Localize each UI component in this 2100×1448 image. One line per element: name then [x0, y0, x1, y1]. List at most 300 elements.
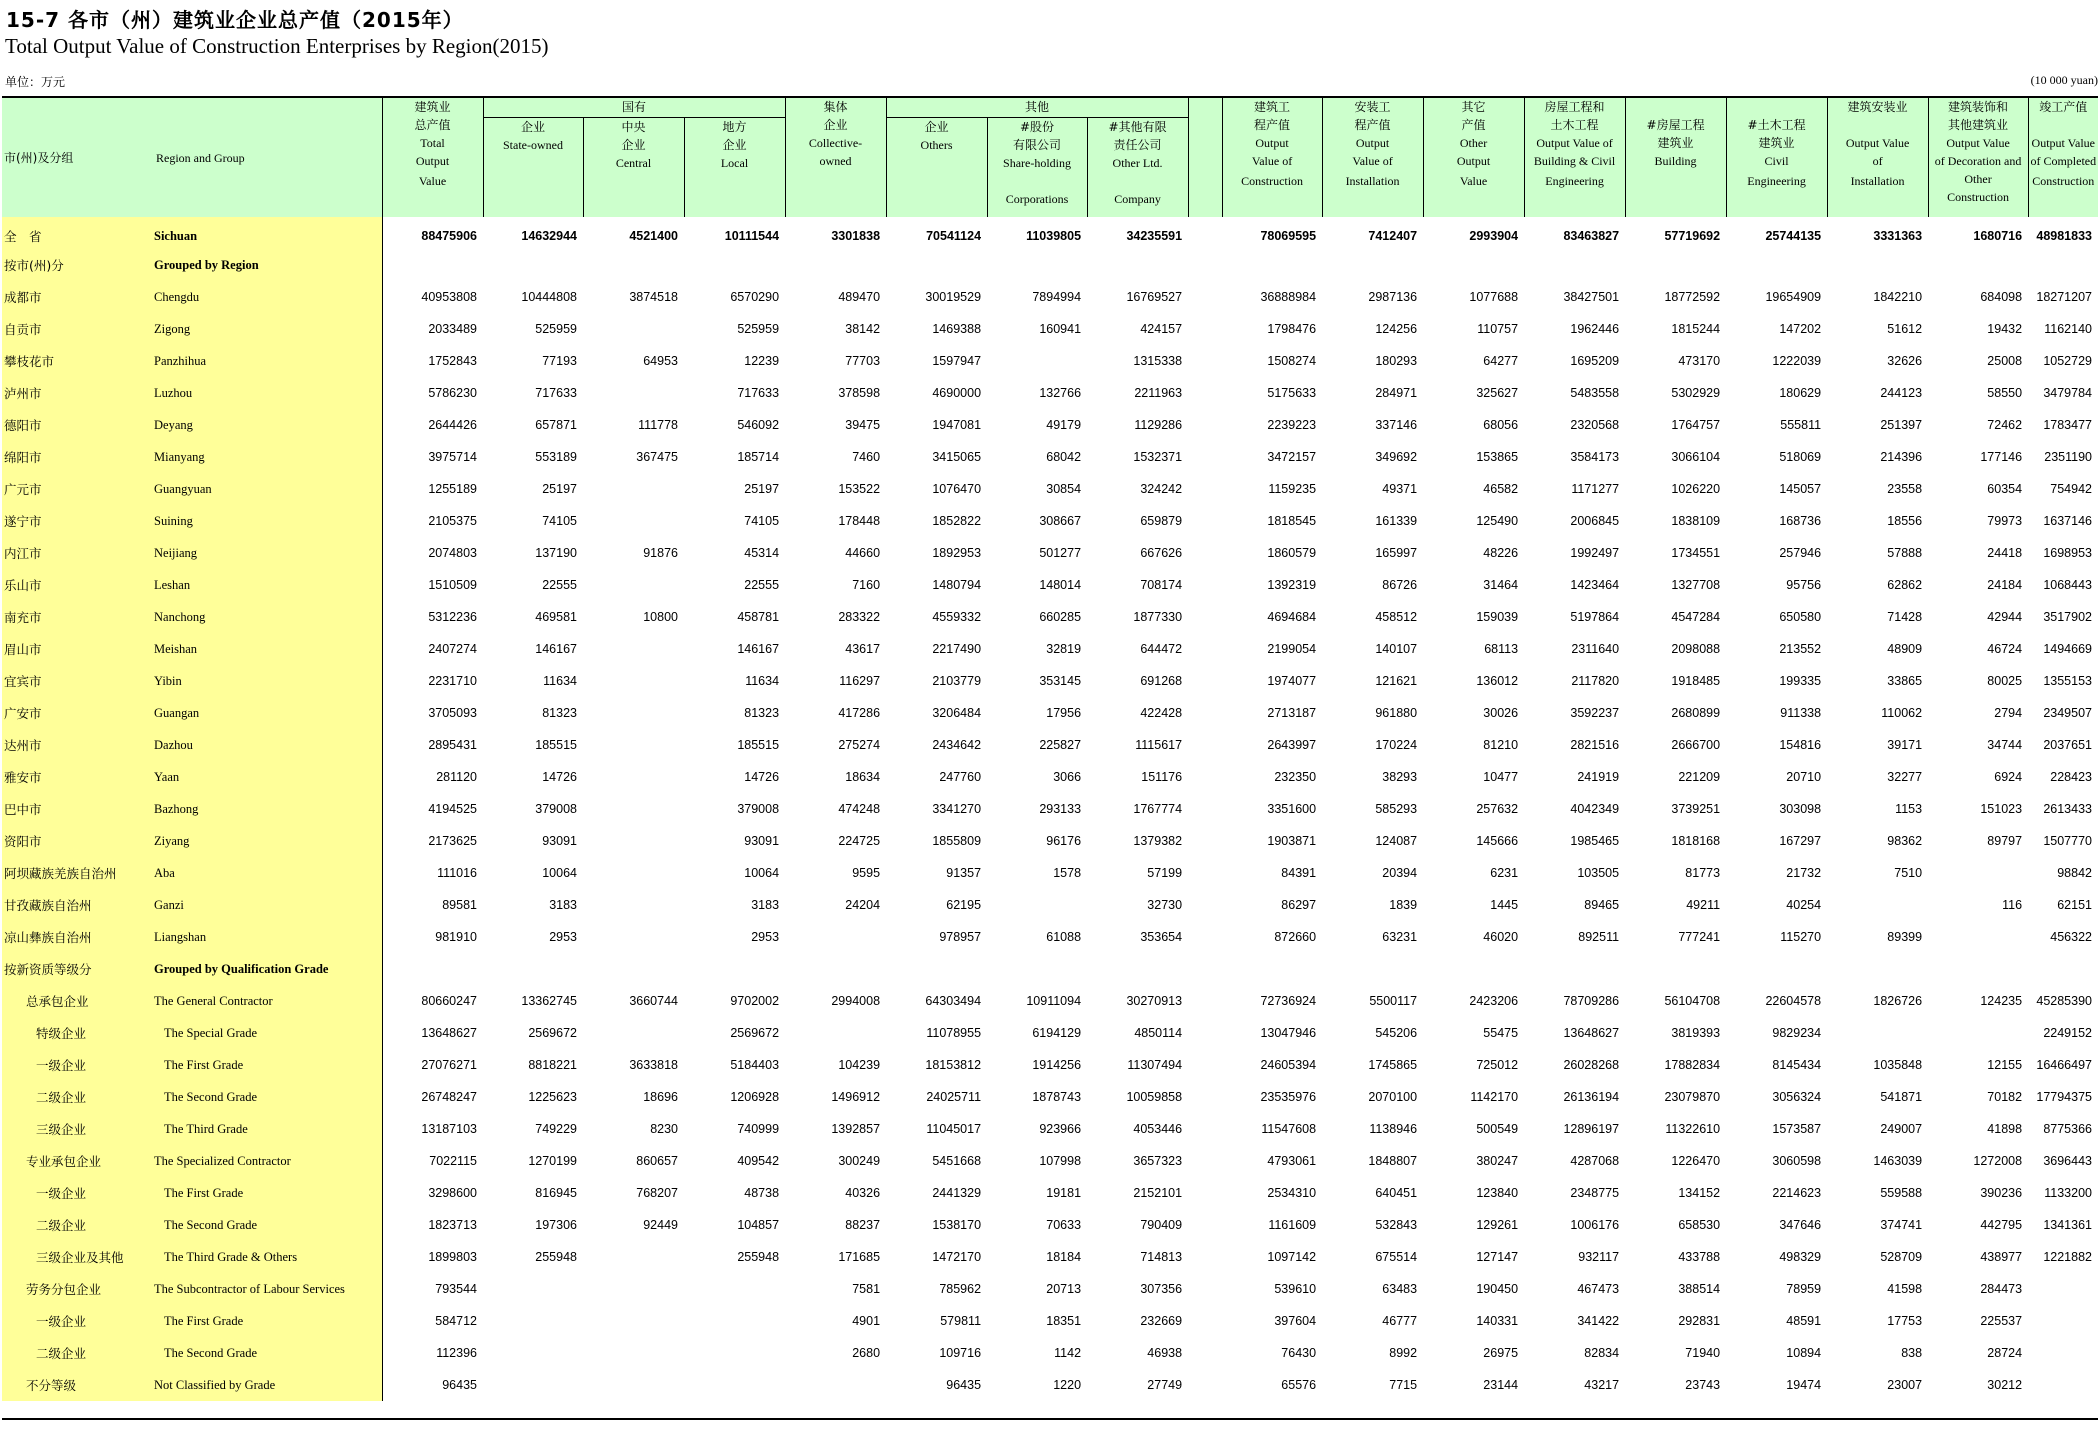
table-cell: 31464: [1483, 578, 1519, 592]
table-cell: 64277: [1483, 354, 1519, 368]
table-cell: 199335: [1779, 674, 1822, 688]
table-cell: [1827, 889, 1928, 921]
table-cell: 1068443: [2043, 578, 2092, 592]
table-cell: [583, 1017, 684, 1049]
spacer-cell: [1188, 1337, 1222, 1369]
table-cell: 2006845: [1570, 514, 1620, 528]
table-cell: [1928, 953, 2028, 985]
table-cell: 80025: [1987, 674, 2023, 688]
table-cell: [1827, 953, 1928, 985]
table-cell: 146167: [737, 642, 780, 656]
table-cell: 23558: [1887, 482, 1923, 496]
table-cell: 83463827: [1563, 229, 1620, 243]
table-cell: 84391: [1281, 866, 1317, 880]
spacer-cell: [1188, 1145, 1222, 1177]
row-label-en: Deyang: [154, 409, 382, 441]
table-cell: 25197: [542, 482, 577, 496]
row-label-en: Guangan: [154, 697, 382, 729]
table-cell: 911338: [1780, 706, 1822, 720]
table-row: [2, 249, 2098, 281]
table-cell: 1153: [1895, 802, 1923, 816]
row-label-cn: 专业承包企业: [2, 1145, 154, 1177]
spacer-cell: [1188, 825, 1222, 857]
table-cell: 1985465: [1570, 834, 1620, 848]
table-cell: 1510509: [428, 578, 477, 592]
table-cell: [1524, 249, 1625, 281]
table-cell: 1133200: [2044, 1186, 2092, 1200]
table-cell: 708174: [1140, 578, 1183, 592]
row-label-en: The First Grade: [154, 1305, 382, 1337]
table-cell: [1087, 953, 1188, 985]
table-cell: 12239: [744, 354, 780, 368]
header-central: 中央 企业 Central: [583, 118, 684, 218]
table-cell: [583, 921, 684, 953]
table-cell: 232350: [1274, 770, 1317, 784]
spacer-cell: [1188, 1305, 1222, 1337]
table-cell: 8992: [1389, 1346, 1418, 1360]
table-cell: 81210: [1483, 738, 1519, 752]
table-cell: 409542: [737, 1154, 780, 1168]
spacer-cell: [1188, 377, 1222, 409]
row-label-cn: 成都市: [2, 281, 154, 313]
table-cell: 1129286: [1134, 418, 1183, 432]
table-cell: 380247: [1476, 1154, 1519, 1168]
table-cell: 2713187: [1267, 706, 1317, 720]
table-cell: 3479784: [2043, 386, 2092, 400]
header-other-ltd: #其他有限 责任公司 Other Ltd. Company: [1087, 118, 1188, 218]
table-cell: [583, 761, 684, 793]
table-cell: 1538170: [932, 1218, 982, 1232]
table-cell: [583, 697, 684, 729]
table-cell: 48591: [1786, 1314, 1822, 1328]
table-cell: 41598: [1887, 1282, 1923, 1296]
table-cell: 251397: [1880, 418, 1923, 432]
table-cell: 284473: [1980, 1282, 2023, 1296]
row-label-en: Nanchong: [154, 601, 382, 633]
table-cell: 1848807: [1368, 1154, 1418, 1168]
table-cell: 104239: [838, 1058, 881, 1072]
table-cell: 10064: [744, 866, 780, 880]
table-cell: 1097142: [1267, 1250, 1317, 1264]
table-cell: 1138946: [1369, 1122, 1418, 1136]
table-row: [2, 825, 2098, 857]
table-cell: [684, 1337, 785, 1369]
table-cell: [785, 953, 886, 985]
table-cell: 7510: [1894, 866, 1923, 880]
table-cell: [583, 313, 684, 345]
table-row: [2, 505, 2098, 537]
table-cell: 23007: [1887, 1378, 1923, 1392]
table-cell: 13362745: [521, 994, 577, 1008]
table-cell: 10064: [542, 866, 577, 880]
header-other-output: 其它 产值 Other Output Value: [1423, 98, 1524, 217]
table-cell: 82834: [1584, 1346, 1620, 1360]
table-cell: 255948: [737, 1250, 780, 1264]
table-cell: 379008: [737, 802, 780, 816]
hdr-line: 建筑业: [414, 100, 451, 114]
table-cell: 872660: [1274, 930, 1317, 944]
table-cell: 658530: [1678, 1218, 1721, 1232]
table-cell: 293133: [1039, 802, 1082, 816]
row-label-cn: 遂宁市: [2, 505, 154, 537]
table-cell: 1507770: [2043, 834, 2092, 848]
table-cell: 659879: [1140, 514, 1183, 528]
table-cell: 30212: [1987, 1378, 2023, 1392]
table-row: [2, 857, 2098, 889]
table-cell: 11634: [745, 674, 780, 688]
table-cell: 78069595: [1260, 229, 1317, 243]
table-cell: 70182: [1987, 1090, 2023, 1104]
table-cell: 2441329: [932, 1186, 982, 1200]
table-cell: 3341270: [932, 802, 982, 816]
table-cell: 32730: [1147, 898, 1183, 912]
header-decoration: 建筑装饰和 其他建筑业 Output Value of Decoration and Other Construction: [1928, 98, 2028, 217]
table-cell: 498329: [1779, 1250, 1822, 1264]
table-cell: 49179: [1046, 418, 1082, 432]
row-label-en: Grouped by Qualification Grade: [154, 953, 382, 985]
table-cell: 1918485: [1671, 674, 1721, 688]
table-cell: 7581: [852, 1282, 881, 1296]
table-cell: 71428: [1887, 610, 1923, 624]
table-cell: 1392857: [831, 1122, 881, 1136]
table-cell: 284971: [1375, 386, 1418, 400]
table-cell: 528709: [1880, 1250, 1923, 1264]
table-cell: 46582: [1483, 482, 1519, 496]
table-cell: 341422: [1577, 1314, 1620, 1328]
table-cell: [886, 249, 987, 281]
table-cell: 981910: [435, 930, 477, 944]
table-cell: 76430: [1281, 1346, 1317, 1360]
table-cell: 49211: [1686, 898, 1721, 912]
table-cell: 44660: [845, 546, 881, 560]
table-cell: 961880: [1375, 706, 1418, 720]
table-cell: 167297: [1779, 834, 1822, 848]
table-cell: 3066: [1053, 770, 1082, 784]
table-cell: 379008: [535, 802, 577, 816]
table-cell: 63231: [1382, 930, 1418, 944]
table-cell: 579811: [940, 1314, 982, 1328]
table-cell: 717633: [535, 386, 577, 400]
row-label-en: Suining: [154, 505, 382, 537]
table-cell: 177146: [1980, 450, 2023, 464]
table-cell: 88475906: [421, 229, 477, 243]
table-cell: 96435: [442, 1378, 477, 1392]
spacer-cell: [1188, 569, 1222, 601]
table-cell: 860657: [636, 1154, 678, 1168]
table-row: [2, 633, 2098, 665]
spacer-cell: [1188, 665, 1222, 697]
table-cell: 62151: [2057, 898, 2092, 912]
table-cell: [785, 1017, 886, 1049]
table-cell: 249007: [1880, 1122, 1923, 1136]
table-cell: 18772592: [1664, 290, 1721, 304]
row-label-en: Yaan: [154, 761, 382, 793]
table-cell: 6924: [1994, 770, 2023, 784]
table-cell: [583, 953, 684, 985]
table-cell: 49371: [1382, 482, 1418, 496]
table-cell: 46777: [1382, 1314, 1418, 1328]
table-cell: 1221882: [2043, 1250, 2092, 1264]
table-cell: 489470: [838, 290, 881, 304]
table-cell: 923966: [1039, 1122, 1082, 1136]
table-cell: 153865: [1476, 450, 1519, 464]
table-cell: 98362: [1887, 834, 1923, 848]
table-row: [2, 1177, 2098, 1209]
table-cell: 584712: [435, 1314, 477, 1328]
table-cell: 57888: [1887, 546, 1923, 560]
table-row: [2, 1145, 2098, 1177]
table-cell: 740999: [737, 1122, 780, 1136]
spacer-cell: [1188, 281, 1222, 313]
table-cell: 80660247: [421, 994, 477, 1008]
table-cell: 303098: [1779, 802, 1822, 816]
table-cell: 64953: [643, 354, 678, 368]
table-cell: 3183: [751, 898, 780, 912]
table-cell: [583, 825, 684, 857]
table-cell: [987, 345, 1087, 377]
table-cell: 23079870: [1664, 1090, 1721, 1104]
row-label-cn: 巴中市: [2, 793, 154, 825]
table-cell: 10059858: [1126, 1090, 1183, 1104]
table-cell: 180629: [1779, 386, 1822, 400]
table-cell: 2037651: [2043, 738, 2092, 752]
spacer-cell: [1188, 1369, 1222, 1401]
table-cell: [1625, 249, 1726, 281]
table-cell: 438977: [1980, 1250, 2023, 1264]
table-cell: 1899803: [428, 1250, 477, 1264]
table-cell: 1962446: [1570, 322, 1620, 336]
table-cell: 62862: [1887, 578, 1923, 592]
row-label-cn: 宜宾市: [2, 665, 154, 697]
spacer-cell: [1188, 473, 1222, 505]
row-label-cn: 德阳市: [2, 409, 154, 441]
table-cell: 3060598: [1772, 1154, 1822, 1168]
row-label-en: The Second Grade: [154, 1209, 382, 1241]
table-cell: 23144: [1483, 1378, 1519, 1392]
table-cell: 8775366: [2043, 1122, 2092, 1136]
table-cell: 257946: [1779, 546, 1822, 560]
table-cell: 68042: [1046, 450, 1082, 464]
table-cell: 19654909: [1765, 290, 1822, 304]
table-cell: [483, 953, 583, 985]
table-cell: 9595: [852, 866, 881, 880]
spacer-cell: [1188, 217, 1222, 249]
table-cell: 1838109: [1671, 514, 1721, 528]
spacer-cell: [1188, 1241, 1222, 1273]
table-row: [2, 697, 2098, 729]
table-cell: 10894: [1786, 1346, 1822, 1360]
table-cell: 22604578: [1765, 994, 1822, 1008]
table-cell: 545206: [1375, 1026, 1418, 1040]
table-cell: 110062: [1881, 706, 1923, 720]
table-cell: [684, 1273, 785, 1305]
table-cell: 48738: [744, 1186, 780, 1200]
unit-label-cn: 单位：万元: [5, 75, 66, 89]
table-cell: 5302929: [1671, 386, 1721, 400]
table-row: [2, 665, 2098, 697]
table-cell: 585293: [1375, 802, 1418, 816]
table-cell: 3298600: [428, 1186, 477, 1200]
table-cell: 3331363: [1873, 229, 1923, 243]
table-cell: 124256: [1375, 322, 1418, 336]
table-cell: 51612: [1887, 322, 1923, 336]
table-cell: 111016: [437, 866, 477, 880]
row-label-en: Panzhihua: [154, 345, 382, 377]
table-cell: 11322610: [1665, 1122, 1721, 1136]
table-cell: 2211963: [1134, 386, 1183, 400]
table-cell: 48226: [1483, 546, 1519, 560]
table-cell: 1695209: [1570, 354, 1620, 368]
row-label-cn: 二级企业: [2, 1081, 154, 1113]
spacer-cell: [1188, 505, 1222, 537]
table-cell: 275274: [838, 738, 881, 752]
table-row: [2, 953, 2098, 985]
table-cell: 307356: [1140, 1282, 1183, 1296]
header-region-cn: 市(州)及分组: [2, 98, 154, 217]
table-cell: 3415065: [932, 450, 982, 464]
table-cell: 64303494: [925, 994, 982, 1008]
table-cell: 10800: [643, 610, 678, 624]
table-cell: 2070100: [1368, 1090, 1418, 1104]
table-cell: 717633: [737, 386, 780, 400]
table-cell: [583, 569, 684, 601]
table-cell: 116: [2002, 898, 2023, 912]
table-cell: 165997: [1375, 546, 1418, 560]
table-cell: 1355153: [2043, 674, 2092, 688]
table-cell: 68056: [1483, 418, 1519, 432]
table-cell: 2953: [549, 930, 577, 944]
table-cell: 40953808: [421, 290, 477, 304]
table-cell: 1225623: [528, 1090, 577, 1104]
table-cell: [1222, 953, 1322, 985]
table-cell: 640451: [1375, 1186, 1418, 1200]
table-cell: 469581: [535, 610, 577, 624]
table-cell: 2033489: [428, 322, 477, 336]
table-cell: 3351600: [1267, 802, 1317, 816]
table-cell: 5483558: [1570, 386, 1620, 400]
table-cell: [583, 729, 684, 761]
table-cell: 232669: [1140, 1314, 1183, 1328]
unit-label-en: (10 000 yuan): [2030, 73, 2098, 87]
table-cell: 2993904: [1469, 229, 1519, 243]
table-cell: 1341361: [2043, 1218, 2092, 1232]
table-cell: 65576: [1281, 1378, 1317, 1392]
table-cell: 1573587: [1772, 1122, 1822, 1136]
table-cell: 38293: [1382, 770, 1418, 784]
table-cell: 442795: [1980, 1218, 2023, 1232]
table-cell: 1508274: [1267, 354, 1317, 368]
hdr-line: Value: [418, 174, 447, 188]
table-cell: 20394: [1382, 866, 1418, 880]
table-cell: 4521400: [629, 229, 678, 243]
table-cell: 3206484: [932, 706, 982, 720]
spacer-cell: [1188, 313, 1222, 345]
table-cell: 1783477: [2043, 418, 2092, 432]
table-cell: 95756: [1786, 578, 1822, 592]
table-cell: 1272008: [1973, 1154, 2023, 1168]
table-cell: [684, 1369, 785, 1401]
table-cell: 115270: [1780, 930, 1822, 944]
table-cell: 81323: [744, 706, 780, 720]
table-cell: 123840: [1476, 1186, 1519, 1200]
table-cell: 145666: [1476, 834, 1519, 848]
table-cell: 541871: [1880, 1090, 1923, 1104]
table-cell: [583, 889, 684, 921]
table-cell: 25008: [1987, 354, 2023, 368]
table-cell: 1142170: [1470, 1090, 1519, 1104]
table-row: [2, 1209, 2098, 1241]
table-row: [2, 1273, 2098, 1305]
table-cell: 892511: [1578, 930, 1620, 944]
spacer-cell: [1188, 537, 1222, 569]
table-cell: 1392319: [1267, 578, 1317, 592]
table-cell: 151176: [1141, 770, 1183, 784]
row-label-en: The Subcontractor of Labour Services: [154, 1273, 382, 1305]
row-label-en: Zigong: [154, 313, 382, 345]
table-cell: 16769527: [1126, 290, 1183, 304]
table-cell: 1823713: [428, 1218, 477, 1232]
table-cell: 12155: [1987, 1058, 2023, 1072]
table-cell: 3819393: [1671, 1026, 1721, 1040]
table-cell: 1798476: [1267, 322, 1317, 336]
table-cell: 553189: [535, 450, 577, 464]
table-cell: 23743: [1685, 1378, 1721, 1392]
table-cell: 1826726: [1873, 994, 1923, 1008]
table-row: [2, 793, 2098, 825]
table-cell: 12896197: [1563, 1122, 1620, 1136]
table-cell: [684, 1305, 785, 1337]
row-label-en: Yibin: [154, 665, 382, 697]
spacer-cell: [1188, 1049, 1222, 1081]
spacer-cell: [1188, 761, 1222, 793]
table-row: [2, 761, 2098, 793]
table-cell: 978957: [939, 930, 982, 944]
table-cell: [785, 1369, 886, 1401]
spacer-cell: [1188, 633, 1222, 665]
table-cell: 1379382: [1133, 834, 1183, 848]
row-label-cn: 二级企业: [2, 1209, 154, 1241]
table-cell: 27749: [1147, 1378, 1183, 1392]
row-label-cn: 一级企业: [2, 1177, 154, 1209]
table-title-cn: 15-7 各市（州）建筑业企业总产值（2015年）: [6, 8, 464, 32]
table-cell: 417286: [838, 706, 881, 720]
table-cell: 19432: [1987, 322, 2023, 336]
table-cell: [583, 377, 684, 409]
row-label-cn: 总承包企业: [2, 985, 154, 1017]
table-cell: 45314: [744, 546, 780, 560]
table-cell: 2173625: [428, 834, 477, 848]
table-cell: 151023: [1980, 802, 2023, 816]
table-cell: 2214623: [1772, 1186, 1822, 1200]
table-cell: 18153812: [925, 1058, 982, 1072]
table-cell: 1878743: [1032, 1090, 1082, 1104]
table-cell: 127147: [1476, 1250, 1519, 1264]
table-cell: 78959: [1786, 1282, 1822, 1296]
table-cell: 2249152: [2043, 1026, 2092, 1040]
table-cell: 1255189: [428, 482, 477, 496]
output-value-table: [2, 98, 2098, 1401]
table-row: [2, 1113, 2098, 1145]
table-cell: 132766: [1039, 386, 1082, 400]
row-label-cn: 内江市: [2, 537, 154, 569]
table-cell: 2348775: [1570, 1186, 1620, 1200]
table-cell: 1752843: [428, 354, 477, 368]
table-cell: 154816: [1779, 738, 1822, 752]
table-cell: 93091: [744, 834, 780, 848]
table-cell: 7160: [852, 578, 881, 592]
table-cell: 1815244: [1671, 322, 1721, 336]
table-cell: 1914256: [1032, 1058, 1082, 1072]
